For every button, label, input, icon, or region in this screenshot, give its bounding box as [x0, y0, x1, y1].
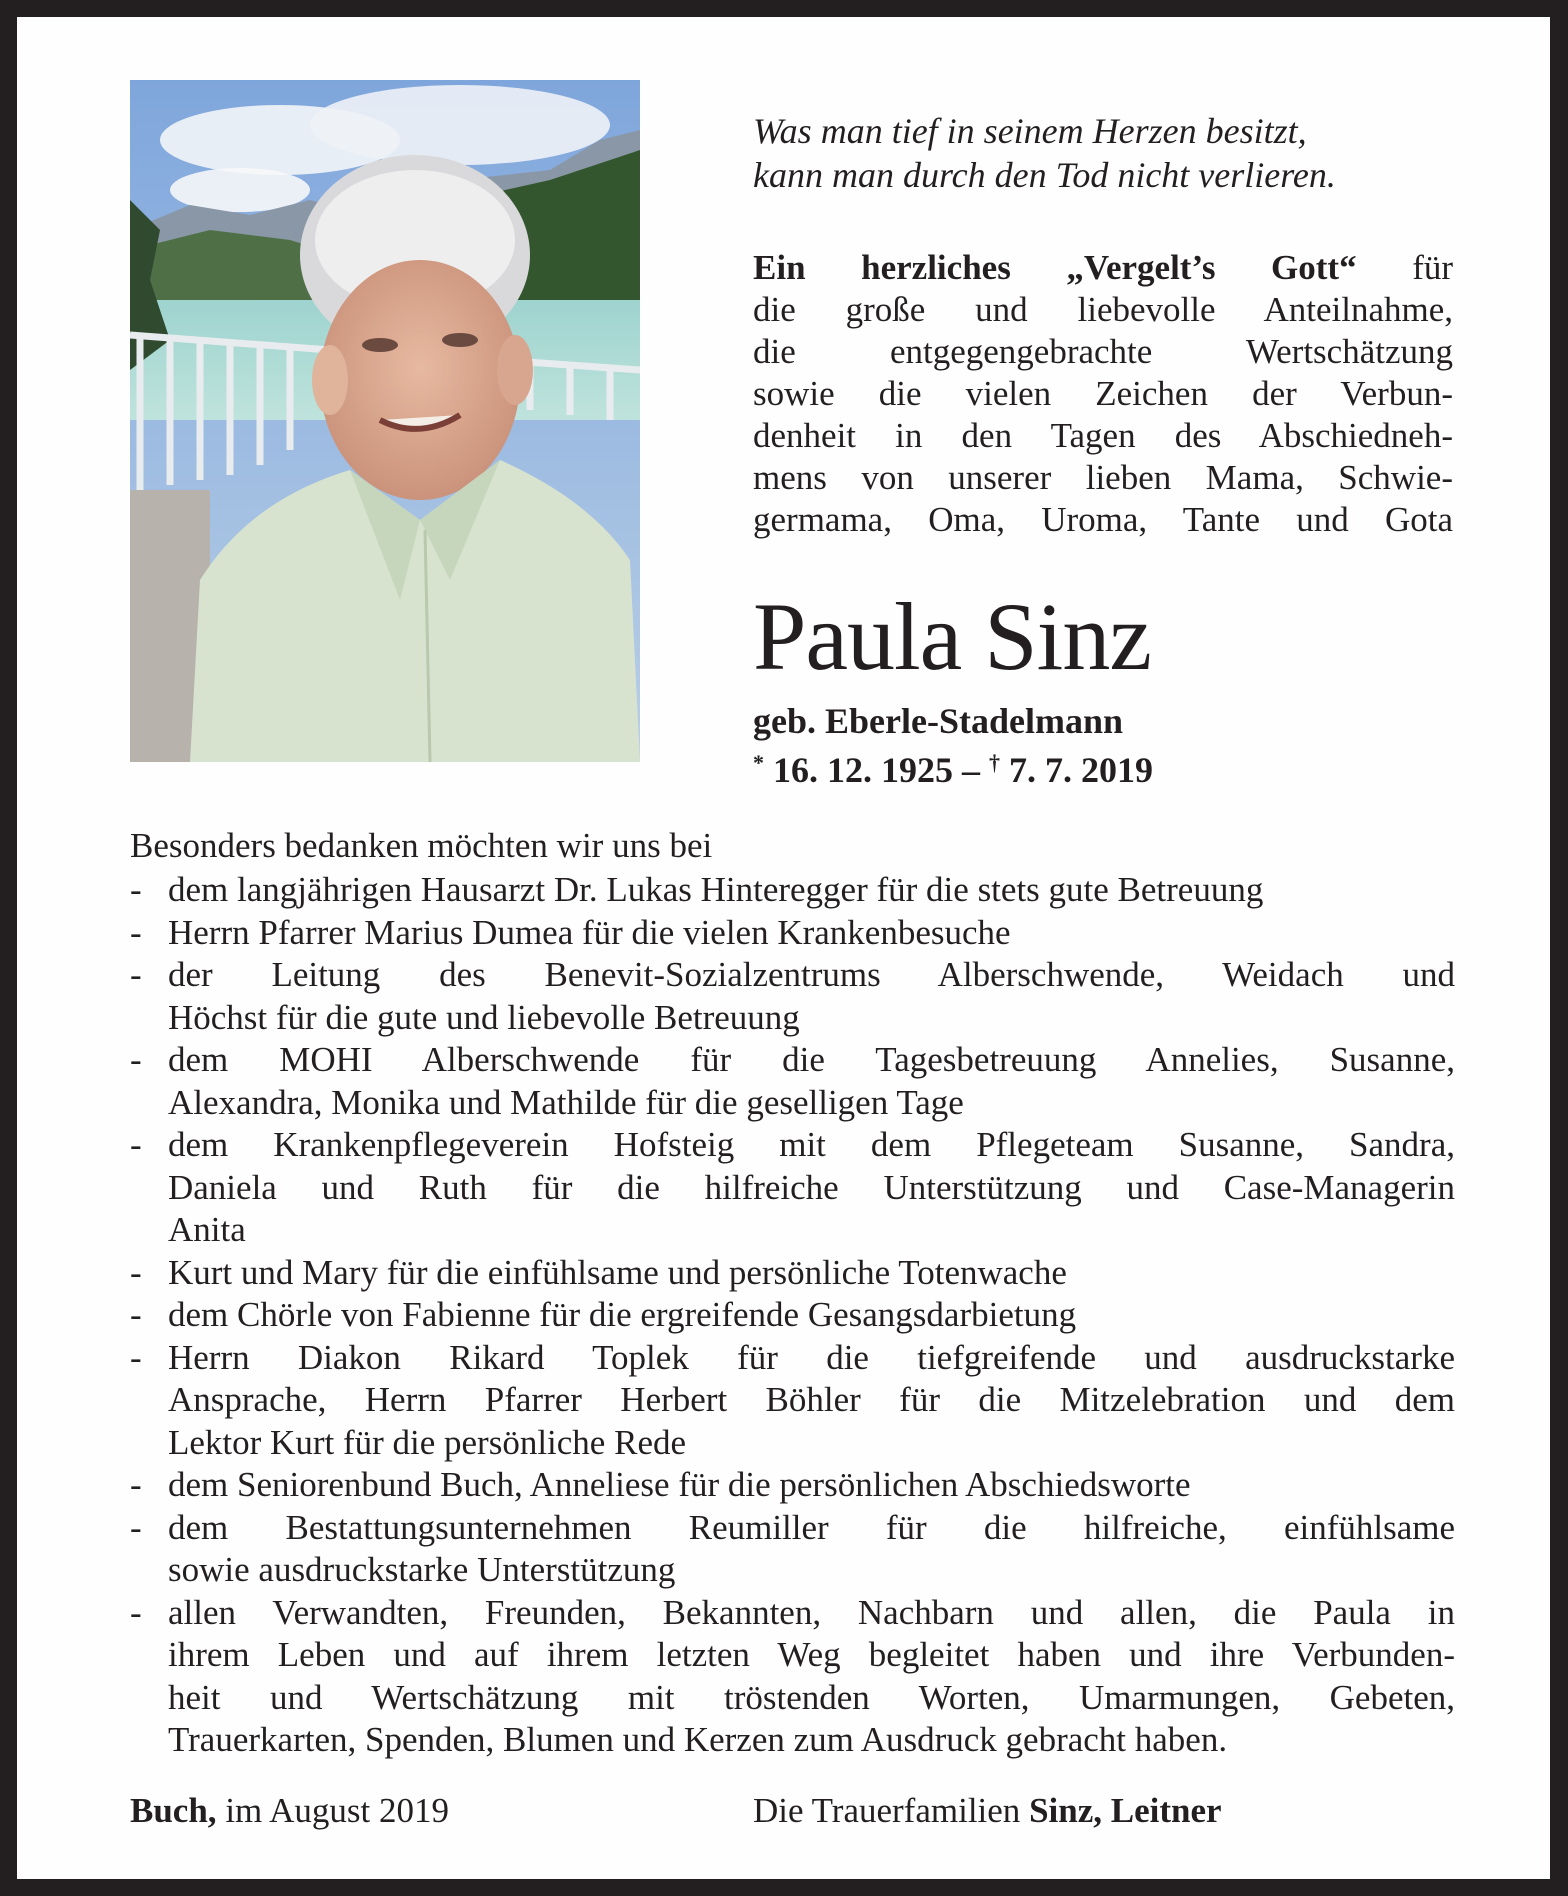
quote-line: Was man tief in seinem Herzen besitzt,: [753, 111, 1307, 151]
footer-date: im August 2019: [225, 1791, 449, 1830]
death-date: 7. 7. 2019: [1009, 750, 1153, 790]
acknowledgement-item: [130, 1294, 1455, 1337]
acknowledgement-line: Herrn Diakon Rikard Toplek für die tiefgreifende und ausdruckstarke: [168, 1337, 1455, 1377]
acknowledgement-line: dem Bestattungsunternehmen Reumiller für die hilfreiche, einfühlsame: [168, 1507, 1455, 1547]
list-dash: -: [130, 912, 142, 952]
portrait-photo-icon: [130, 80, 640, 762]
thanks-lead-line: [753, 247, 1453, 289]
list-dash: -: [130, 1592, 142, 1632]
list-dash: -: [130, 1125, 142, 1164]
acknowledgement-line: sowie ausdruckstarke Unterstützung: [168, 1550, 676, 1589]
acknowledgement-item: [130, 954, 1455, 1039]
acknowledgement-line: Anita: [168, 1210, 246, 1249]
deceased-name: Paula Sinz: [753, 583, 1151, 690]
footer-family-names: Sinz, Leitner: [1029, 1791, 1222, 1830]
acknowledgement-line: Trauerkarten, Spenden, Blumen und Kerzen zum Ausdruck gebracht haben.: [168, 1720, 1228, 1759]
birth-name: geb. Eberle-Stadelmann: [753, 701, 1124, 741]
acknowledgement-line: der Leitung des Benevit-Sozialzentrums Alberschwende, Weidach und: [168, 955, 1455, 994]
acknowledgement-line: Lektor Kurt für die persönliche Rede: [168, 1422, 687, 1462]
list-dash: -: [130, 1252, 142, 1292]
portrait-photo: [130, 80, 640, 762]
footer-place: Buch,: [130, 1791, 217, 1830]
footer-place-date: [130, 1790, 449, 1832]
acknowledgement-item: [130, 912, 1455, 955]
birth-date: 16. 12. 1925: [773, 750, 953, 790]
acknowledgement-item: [130, 1039, 1455, 1124]
acknowledgement-line: ihrem Leben und auf ihrem letzten Weg begleitet haben und ihre Verbunden-: [168, 1635, 1455, 1674]
acknowledgement-item: [130, 1337, 1455, 1465]
list-dash: -: [130, 1465, 142, 1504]
list-dash: -: [130, 1507, 142, 1547]
acknowledgement-line: dem langjährigen Hausarzt Dr. Lukas Hinteregger für die stets gute Betreuung: [168, 870, 1264, 909]
thanks-line: denheit in den Tagen des Abschiedneh-: [753, 416, 1453, 455]
acknowledgement-line: heit und Wertschätzung mit tröstenden Worten, Umarmungen, Gebeten,: [168, 1677, 1455, 1717]
quote-line: kann man durch den Tod nicht verlieren.: [753, 155, 1336, 195]
footer-family: [753, 1790, 1453, 1832]
thanks-lead-bold: Ein herzliches „Vergelt’s Gott“: [753, 248, 1357, 287]
footer-family-prefix: Die Trauerfamilien: [753, 1791, 1021, 1830]
list-dash: -: [130, 955, 142, 994]
acknowledgement-item: [130, 1592, 1455, 1762]
acknowledgement-line: Höchst für die gute und liebevolle Betreuung: [168, 997, 800, 1037]
acknowledgements-intro: Besonders bedanken möchten wir uns bei: [130, 826, 713, 865]
thanks-lead-rest: für: [1412, 248, 1454, 287]
death-cross-icon: †: [989, 750, 1000, 775]
thanks-line: die entgegengebrachte Wertschätzung: [753, 332, 1453, 371]
list-dash: -: [130, 1337, 142, 1377]
acknowledgement-line: dem Chörle von Fabienne für die ergreifende Gesangsdarbietung: [168, 1295, 1077, 1334]
thanks-line: germama, Oma, Uroma, Tante und Gota: [753, 500, 1453, 539]
birth-star-icon: *: [753, 750, 764, 775]
acknowledgement-line: Alexandra, Monika und Mathilde für die geselligen Tage: [168, 1082, 964, 1122]
acknowledgement-line: allen Verwandten, Freunden, Bekannten, Nachbarn und allen, die Paula in: [168, 1592, 1455, 1632]
acknowledgement-item: [130, 1252, 1455, 1295]
acknowledgement-item: [130, 1124, 1455, 1252]
acknowledgement-line: Herrn Pfarrer Marius Dumea für die vielen Krankenbesuche: [168, 912, 1011, 952]
obituary-card: [17, 17, 1550, 1879]
acknowledgement-item: [130, 869, 1455, 912]
thanks-paragraph: [753, 247, 1453, 541]
thanks-line: sowie die vielen Zeichen der Verbun-: [753, 374, 1453, 413]
acknowledgements-list: [130, 869, 1455, 1762]
list-dash: -: [130, 1040, 142, 1079]
date-separator: –: [962, 750, 980, 790]
thanks-line: die große und liebevolle Anteilnahme,: [753, 290, 1453, 329]
acknowledgement-line: dem Krankenpflegeverein Hofsteig mit dem Pflegeteam Susanne, Sandra,: [168, 1125, 1455, 1164]
acknowledgement-line: Kurt und Mary für die einfühlsame und persönliche Totenwache: [168, 1252, 1067, 1292]
acknowledgement-line: Daniela und Ruth für die hilfreiche Unterstützung und Case-Managerin: [168, 1167, 1455, 1207]
life-dates: [753, 742, 1453, 791]
list-dash: -: [130, 1295, 142, 1334]
acknowledgement-line: dem Seniorenbund Buch, Anneliese für die persönlichen Abschiedsworte: [168, 1465, 1191, 1504]
acknowledgement-item: [130, 1464, 1455, 1507]
thanks-line: mens von unserer lieben Mama, Schwie-: [753, 458, 1453, 497]
memorial-quote: [753, 109, 1453, 197]
acknowledgement-item: [130, 1507, 1455, 1592]
list-dash: -: [130, 870, 142, 909]
acknowledgement-line: dem MOHI Alberschwende für die Tagesbetreuung Annelies, Susanne,: [168, 1040, 1455, 1079]
acknowledgement-line: Ansprache, Herrn Pfarrer Herbert Böhler für die Mitzelebration und dem: [168, 1380, 1455, 1419]
